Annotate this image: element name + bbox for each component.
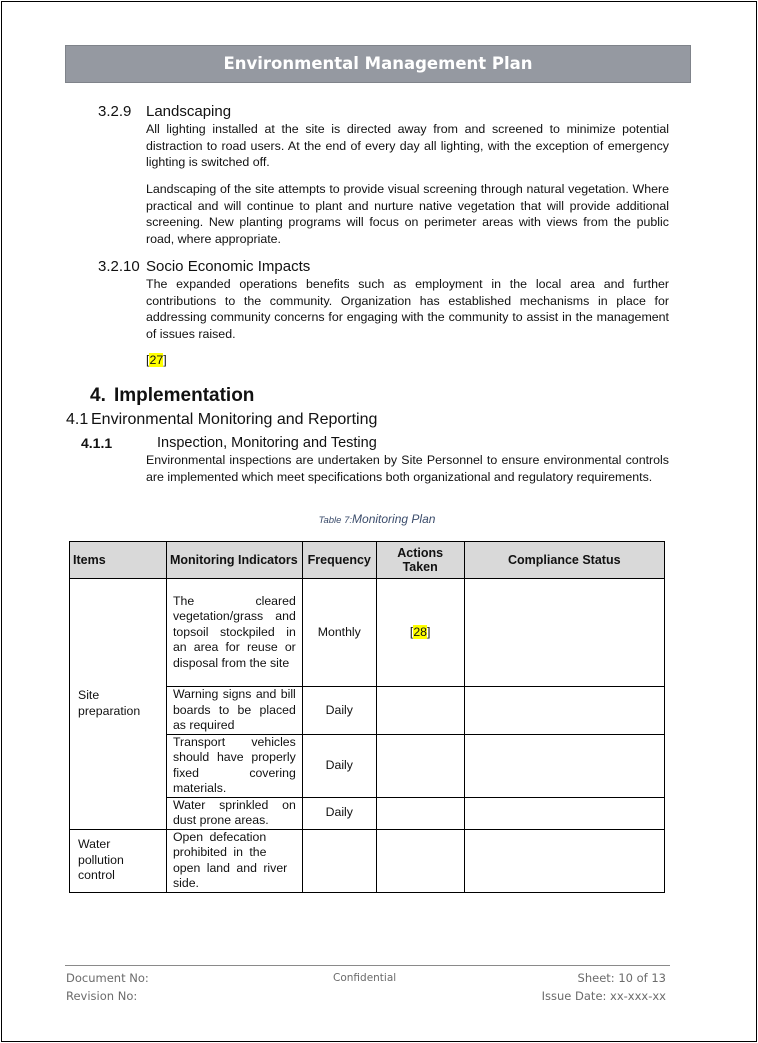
document-page [1,1,757,1042]
table-header-row [70,542,665,579]
frequency-cell [302,829,376,892]
section-4-1-1-paragraph: Environmental inspections are undertaken by Site Personnel to ensure environmental controls are implemented which meet specifications both organizational and regulatory requirements. [146,453,669,484]
frequency-cell: Monthly [302,579,376,687]
indicator-cell: Transport vehicles should have properly fixed covering materials. [166,734,302,797]
table-caption-title: Monitoring Plan [352,512,436,526]
column-header-frequency: Frequency [302,542,376,579]
column-header-items: Items [70,542,167,579]
compliance-status-cell [464,687,664,735]
section-3-2-9-number: 3.2.9 [98,103,132,120]
section-3-2-9-paragraph-2: Landscaping of the site attempts to provide visual screening through natural vegetation. Where practical and will continue to plant and nurture native vegetation that will provide additional screening. New planting programs will focus on perimeter areas with views from the public road, where appropriate. [146,182,669,246]
section-4-title: Implementation [114,385,255,406]
indicator-cell: Warning signs and bill boards to be placed as required [166,687,302,735]
reference-27-number: 27 [149,353,164,367]
section-4-1-number: 4.1 [66,411,89,428]
section-3-2-10-title: Socio Economic Impacts [146,258,311,275]
section-3-2-10-paragraph: The expanded operations benefits such as employment in the local area and further contributions to the community. Organization has established mechanisms in place for addressing community concerns for engaging with the community to assist in the management of issues raised. [146,277,669,341]
frequency-cell: Daily [302,734,376,797]
section-3-2-9-title: Landscaping [146,103,232,120]
monitoring-plan-table [69,541,665,893]
table-caption [65,512,689,526]
section-3-2-10-number: 3.2.10 [98,258,140,275]
indicator-cell: The cleared vegetation/grass and topsoil stockpiled in an area for reuse or disposal from the site [166,579,302,687]
actions-taken-cell [376,829,464,892]
footer-confidential: Confidential [333,972,397,984]
frequency-cell: Daily [302,687,376,735]
reference-27: [27] [146,353,167,367]
table-caption-prefix: Table 7: [318,515,353,526]
section-4-number: 4. [90,385,106,406]
indicator-cell: Open defecation prohibited in the open land and river side. [166,829,302,892]
frequency-cell: Daily [302,797,376,829]
footer-divider [65,965,670,966]
section-4-1-1-number: 4.1.1 [81,435,113,451]
compliance-status-cell [464,797,664,829]
section-3-2-9-paragraph-1: All lighting installed at the site is directed away from and screened to minimize potential distraction to road users. At the end of every day all lighting, with the exception of emergency lighting is switched off. [146,122,669,170]
actions-taken-cell [376,687,464,735]
reference-28: 28 [413,624,428,639]
compliance-status-cell [464,579,664,687]
indicator-cell: Water sprinkled on dust prone areas. [166,797,302,829]
document-title: Environmental Management Plan [65,45,691,83]
footer-sheet: Sheet: 10 of 13 [577,971,666,985]
column-header-actions-taken: Actions Taken [376,542,464,579]
compliance-status-cell [464,734,664,797]
actions-taken-cell [376,734,464,797]
footer-issue-date: Issue Date: xx-xxx-xx [541,989,666,1003]
section-4-1-1-title: Inspection, Monitoring and Testing [157,435,377,451]
compliance-status-cell [464,829,664,892]
table-row [70,829,665,892]
footer-document-no: Document No: [66,971,149,985]
actions-taken-cell: [28] [376,579,464,687]
section-4-1-title: Environmental Monitoring and Reporting [91,411,378,428]
footer-revision-no: Revision No: [66,989,138,1003]
item-cell-water-pollution-control: Water pollution control [70,829,167,892]
table-row [70,579,665,687]
column-header-compliance-status: Compliance Status [464,542,664,579]
item-cell-site-preparation: Site preparation [70,579,167,830]
actions-taken-cell [376,797,464,829]
column-header-monitoring-indicators: Monitoring Indicators [166,542,302,579]
